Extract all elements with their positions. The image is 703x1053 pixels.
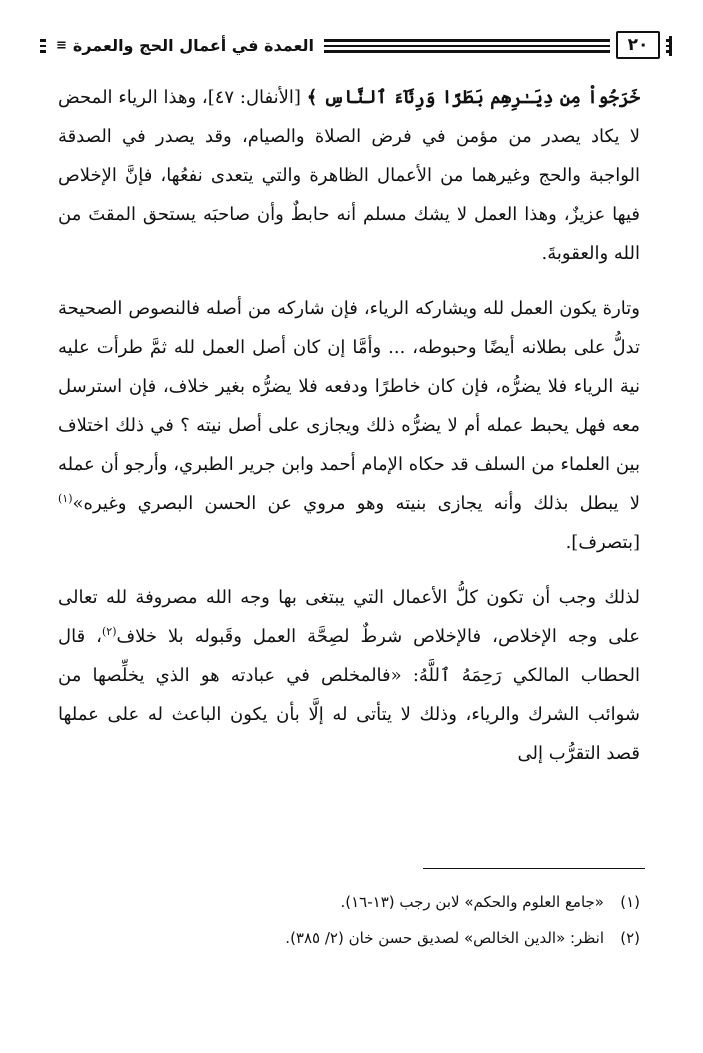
page-number: ٢٠	[616, 31, 660, 59]
footnote-separator	[423, 868, 645, 869]
paragraph-text-after: ، قال الحطاب المالكي رَحِمَهُ ٱللَّهُ: «فالمخلص في عبادته هو الذي يخلِّصها من شوائب الشرك والرياء، وذلك لا يتأتى له إلَّا بأن يكون الباعث له على عملها قصد التقرُّب إلى	[58, 626, 640, 764]
paragraph-3	[58, 578, 640, 773]
footnote-text: «جامع العلوم والحكم» لابن رجب (١٣-١٦).	[340, 893, 604, 911]
footnote-number: (٢)	[620, 929, 640, 947]
header-title-wrap	[46, 33, 324, 59]
header-end-bar	[669, 36, 672, 56]
footnotes	[58, 884, 640, 956]
main-text	[58, 78, 640, 773]
paragraph-text: وتارة يكون العمل لله ويشاركه الرياء، فإن شاركه من أصله فالنصوص الصحيحة تدلُّ على بطلانه أيضًا وحبوطه، ... وأمَّا إن كان أصل العمل لله ثمَّ طرأت عليه نية الرياء فلا يضرُّه، فإن كان خاطرًا ودفعه فلا يضرُّه بغير خلاف، فإن استرسل معه فهل يحبط عمله أم لا يضرُّه ذلك ويجازى على أصل نيته ؟ في ذلك اختلاف بين العلماء من السلف قد حكاه الإمام أحمد وابن جرير الطبري، وأرجو أن عمله لا يبطل بذلك وأنه يجازى بنيته وهو مروي عن الحسن البصري وغيره»	[58, 298, 640, 514]
quran-verse: خَرَجُواْ مِن دِيَـٰرِهِم بَطَرًا وَرِئَآءَ ٱلنَّاسِ ﴾	[306, 87, 640, 108]
paragraph-text: لذلك وجب أن تكون كلُّ الأعمال التي يبتغى بها وجه الله مصروفة لله تعالى على وجه الإخلاص، فالإخلاص شرطٌ لصِحَّة العمل وقَبوله بلا خلاف	[58, 587, 640, 647]
paragraph-2	[58, 289, 640, 562]
footnote-ref-2[interactable]: (٢)	[101, 625, 117, 638]
footnote-item	[58, 920, 640, 956]
running-header	[40, 30, 672, 64]
footnote-number: (١)	[620, 893, 640, 911]
footnote-text: انظر: «الدين الخالص» لصديق حسن خان (٢/ ٣٨٥).	[285, 929, 604, 947]
footnote-ref-1[interactable]: (١)	[58, 492, 73, 505]
paragraph-1	[58, 78, 640, 273]
paragraph-text-after: [بتصرف].	[565, 532, 640, 553]
footnote-item	[58, 884, 640, 920]
paragraph-text: [الأنفال: ٤٧]، وهذا الرياء المحض لا يكاد يصدر من مؤمن في فرض الصلاة والصيام، وقد يصدر في الصدقة الواجبة والحج وغيرهما من الأعمال الظاهرة والتي يتعدى نفعُها، فإنَّ الإخلاص فيها عزيزٌ، وهذا العمل لا يشك مسلم أنه حابطٌ وأن صاحبَه يستحق المقتَ من الله والعقوبةَ.	[58, 87, 640, 264]
header-mark: ≡	[56, 38, 67, 53]
header-title: العمدة في أعمال الحج والعمرة	[72, 36, 314, 55]
